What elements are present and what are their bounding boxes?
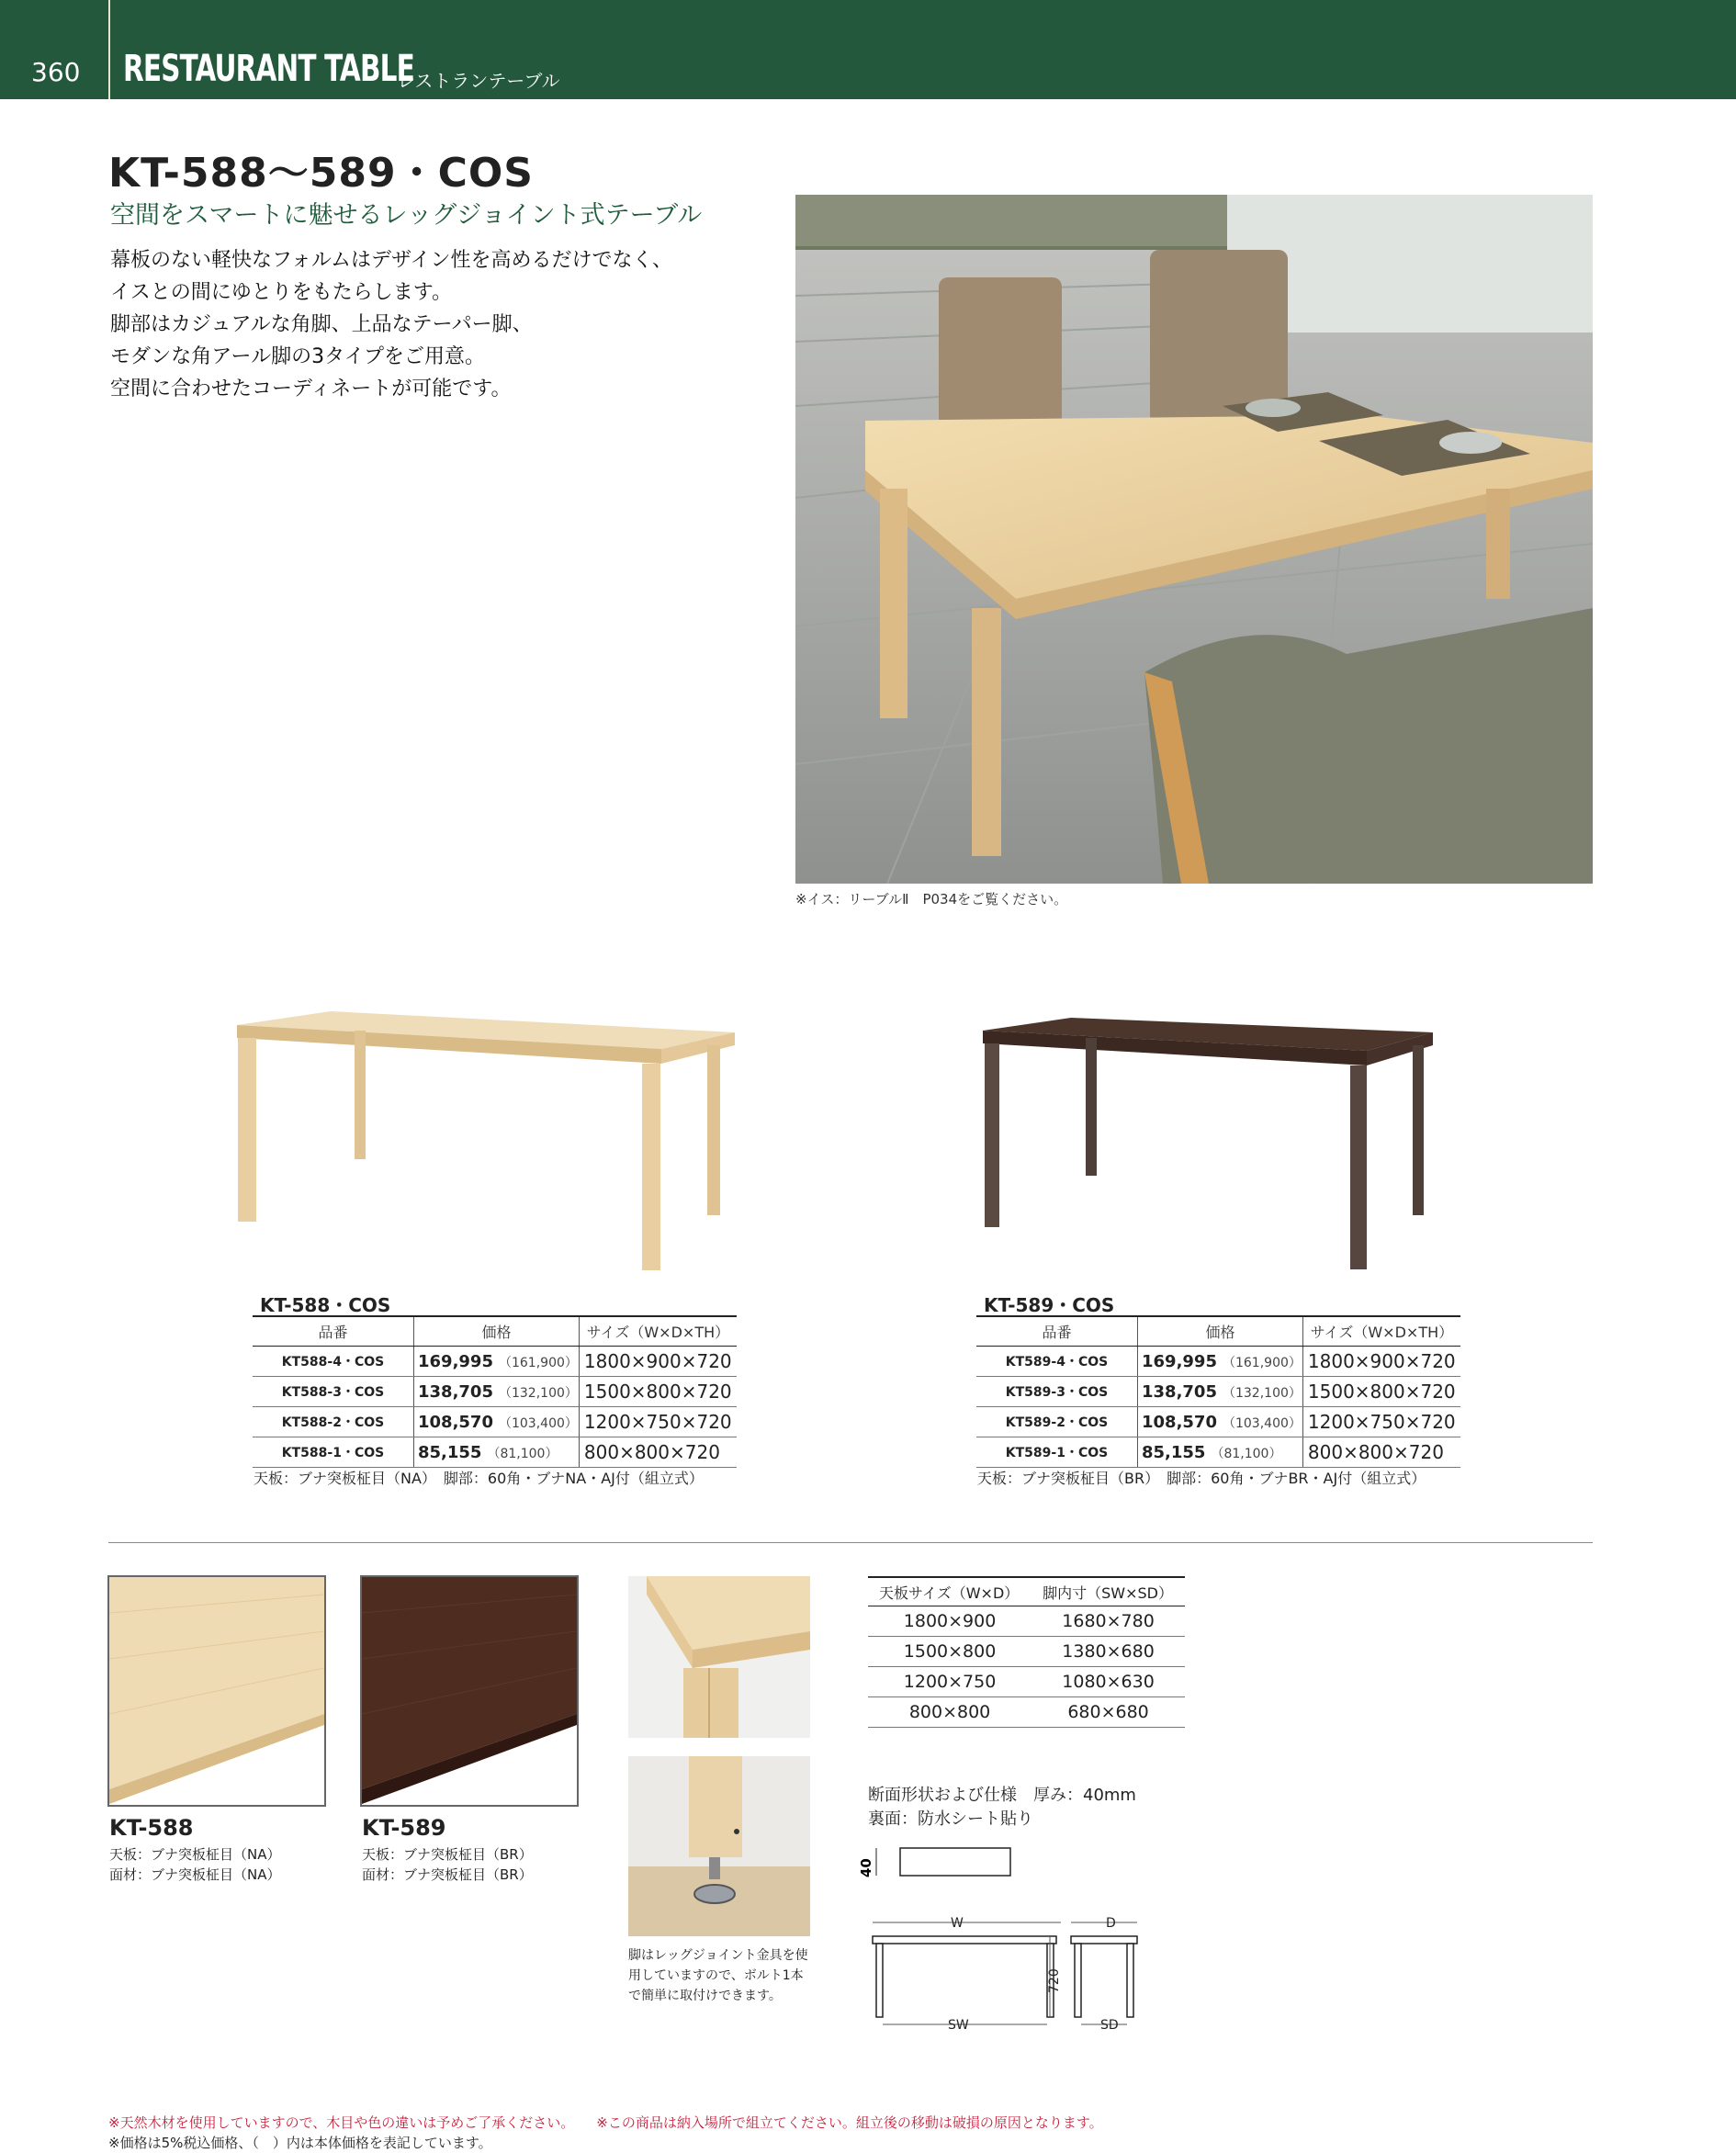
caption-line: 脚はレッグジョイント金具を使 xyxy=(628,1948,808,1963)
chair-back-right xyxy=(1150,250,1288,424)
item-size: 1800×900×720 xyxy=(1302,1347,1460,1377)
description-line: 空間に合わせたコーディネートが可能です。 xyxy=(110,378,512,400)
caption-line: で簡単に取付けできます。 xyxy=(628,1989,782,2003)
item-code: KT588-4・COS xyxy=(253,1347,414,1377)
swatch-top-material: 天板：ブナ突板柾目（NA） xyxy=(109,1846,281,1863)
price-value: 169,995 xyxy=(1142,1351,1217,1371)
swatch-face-material: 面材：ブナ突板柾目（NA） xyxy=(109,1866,281,1883)
price-value: 85,155 xyxy=(1142,1442,1206,1462)
item-price xyxy=(414,1347,580,1377)
item-code: KT588-3・COS xyxy=(253,1377,414,1407)
price-ex-tax: （103,400） xyxy=(498,1415,578,1431)
col-header-code: 品番 xyxy=(976,1316,1138,1347)
sw-label: SW xyxy=(948,2018,969,2033)
section-thickness: 断面形状および仕様 厚み：40mm xyxy=(868,1786,1136,1805)
item-code: KT588-2・COS xyxy=(253,1407,414,1437)
col-header-price: 価格 xyxy=(414,1316,580,1347)
col-header-code: 品番 xyxy=(253,1316,414,1347)
section-diagram xyxy=(858,1837,1194,2039)
top-size: 1500×800 xyxy=(868,1637,1031,1667)
price-ex-tax: （132,100） xyxy=(498,1385,578,1401)
table-row xyxy=(976,1347,1460,1377)
table-row xyxy=(868,1606,1185,1637)
col-header-price: 価格 xyxy=(1138,1316,1303,1347)
table-row xyxy=(868,1697,1185,1728)
item-code: KT589-3・COS xyxy=(976,1377,1138,1407)
item-size: 1200×750×720 xyxy=(579,1407,737,1437)
item-price xyxy=(1138,1437,1303,1468)
footer-note-assembly: ※この商品は納入場所で組立てください。組立後の移動は破損の原因となります。 xyxy=(596,2114,1103,2131)
item-price xyxy=(1138,1407,1303,1437)
swatch-face-material: 面材：ブナ突板柾目（BR） xyxy=(362,1866,533,1883)
width-label: W xyxy=(951,1916,964,1931)
kt588-price-table xyxy=(253,1315,737,1468)
leg-joint-corner-photo xyxy=(628,1576,810,1738)
caption-line: 用していますので、ボルト1本 xyxy=(628,1968,804,1983)
kt588-swatch-note xyxy=(109,1844,280,1885)
leg-inner-size: 680×680 xyxy=(1031,1697,1185,1728)
table-row xyxy=(253,1437,737,1468)
footer-note-wood: ※天然木材を使用していますので、木目や色の違いは予めご了承ください。 xyxy=(108,2114,575,2131)
kt588-title: KT-588・COS xyxy=(260,1294,391,1316)
item-size: 800×800×720 xyxy=(1302,1437,1460,1468)
leg-joint-bolt-photo xyxy=(628,1756,810,1936)
dining-scene-photo xyxy=(795,195,1593,884)
price-value: 138,705 xyxy=(418,1381,493,1402)
item-price xyxy=(414,1407,580,1437)
footer-notes xyxy=(108,2113,1103,2153)
kt589-table-illustration xyxy=(979,1018,1438,1275)
leg-inner-size: 1380×680 xyxy=(1031,1637,1185,1667)
description-line: 脚部はカジュアルな角脚、上品なテーパー脚、 xyxy=(110,313,533,336)
tagline: 空間をスマートに魅せるレッグジョイント式テーブル xyxy=(110,201,703,230)
price-ex-tax: （103,400） xyxy=(1222,1415,1302,1431)
item-code: KT588-1・COS xyxy=(253,1437,414,1468)
kt588-swatch-label: KT-588 xyxy=(109,1815,194,1841)
price-ex-tax: （161,900） xyxy=(498,1355,578,1370)
price-ex-tax: （161,900） xyxy=(1222,1355,1302,1370)
item-price xyxy=(414,1437,580,1468)
page-number: 360 xyxy=(31,57,81,87)
top-size: 1200×750 xyxy=(868,1667,1031,1697)
item-code: KT589-4・COS xyxy=(976,1347,1138,1377)
item-size: 1500×800×720 xyxy=(579,1377,737,1407)
page-header xyxy=(0,0,1736,99)
table-row xyxy=(253,1377,737,1407)
chair-back-left xyxy=(939,277,1062,443)
section-backing: 裏面：防水シート貼り xyxy=(868,1809,1033,1829)
item-price xyxy=(1138,1377,1303,1407)
section-title: RESTAURANT TABLE xyxy=(123,48,414,90)
header-divider xyxy=(108,0,110,99)
footer-note-price: ※価格は5%税込価格、（ ）内は本体価格を表記しています。 xyxy=(108,2135,492,2151)
leg-joint-caption xyxy=(628,1945,808,2006)
leg-inner-size: 1080×630 xyxy=(1031,1667,1185,1697)
height-label: 720 xyxy=(1047,1968,1062,1993)
kt589-swatch-image xyxy=(361,1576,578,1806)
item-size: 1800×900×720 xyxy=(579,1347,737,1377)
table-row xyxy=(253,1347,737,1377)
description-line: モダンな角アール脚の3タイプをご用意。 xyxy=(110,345,486,368)
section-spec xyxy=(868,1784,1136,1832)
col-header-size: サイズ（W×D×TH） xyxy=(1302,1316,1460,1347)
item-code: KT589-1・COS xyxy=(976,1437,1138,1468)
table-row xyxy=(976,1437,1460,1468)
photo-caption: ※イス：リーブルⅡ P034をご覧ください。 xyxy=(795,891,1068,907)
price-value: 169,995 xyxy=(418,1351,493,1371)
kt589-price-table xyxy=(976,1315,1460,1468)
depth-label: D xyxy=(1106,1916,1116,1931)
leg-inner-size: 1680×780 xyxy=(1031,1606,1185,1637)
description-line: イスとの間にゆとりをもたらします。 xyxy=(110,281,453,304)
description-line: 幕板のない軽快なフォルムはデザイン性を高めるだけでなく、 xyxy=(110,249,673,272)
price-value: 108,570 xyxy=(1142,1412,1217,1432)
item-size: 800×800×720 xyxy=(579,1437,737,1468)
top-size: 800×800 xyxy=(868,1697,1031,1728)
inner-dimension-table xyxy=(868,1576,1185,1728)
price-value: 108,570 xyxy=(418,1412,493,1432)
swatch-top-material: 天板：ブナ突板柾目（BR） xyxy=(362,1846,533,1863)
top-size: 1800×900 xyxy=(868,1606,1031,1637)
section-subtitle: レストランテーブル xyxy=(397,70,560,92)
price-value: 85,155 xyxy=(418,1442,482,1462)
kt589-spec-note: 天板：ブナ突板柾目（BR） 脚部：60角・ブナBR・AJ付（組立式） xyxy=(977,1470,1426,1487)
col-header-size: サイズ（W×D×TH） xyxy=(579,1316,737,1347)
price-ex-tax: （81,100） xyxy=(487,1446,558,1461)
price-ex-tax: （81,100） xyxy=(1211,1446,1282,1461)
table-row xyxy=(253,1407,737,1437)
table-row xyxy=(868,1667,1185,1697)
sd-label: SD xyxy=(1100,2018,1119,2033)
kt589-swatch-label: KT-589 xyxy=(362,1815,446,1841)
item-size: 1200×750×720 xyxy=(1302,1407,1460,1437)
table-row xyxy=(976,1377,1460,1407)
col-header-leg-inner: 脚内寸（SW×SD） xyxy=(1031,1577,1185,1606)
kt588-spec-note: 天板：ブナ突板柾目（NA） 脚部：60角・ブナNA・AJ付（組立式） xyxy=(254,1470,704,1487)
item-price xyxy=(1138,1347,1303,1377)
item-price xyxy=(414,1377,580,1407)
item-code: KT589-2・COS xyxy=(976,1407,1138,1437)
item-size: 1500×800×720 xyxy=(1302,1377,1460,1407)
model-title: KT-588～589・COS xyxy=(108,150,534,197)
price-value: 138,705 xyxy=(1142,1381,1217,1402)
kt588-swatch-image xyxy=(108,1576,325,1806)
kt589-swatch-note xyxy=(362,1844,533,1885)
section-divider xyxy=(108,1542,1593,1543)
price-ex-tax: （132,100） xyxy=(1222,1385,1302,1401)
kt589-title: KT-589・COS xyxy=(984,1294,1115,1316)
description xyxy=(110,244,672,405)
col-header-top-size: 天板サイズ（W×D） xyxy=(868,1577,1031,1606)
thickness-label: 40 xyxy=(858,1858,874,1877)
table-row xyxy=(868,1637,1185,1667)
table-row xyxy=(976,1407,1460,1437)
kt588-table-illustration xyxy=(230,1010,744,1277)
